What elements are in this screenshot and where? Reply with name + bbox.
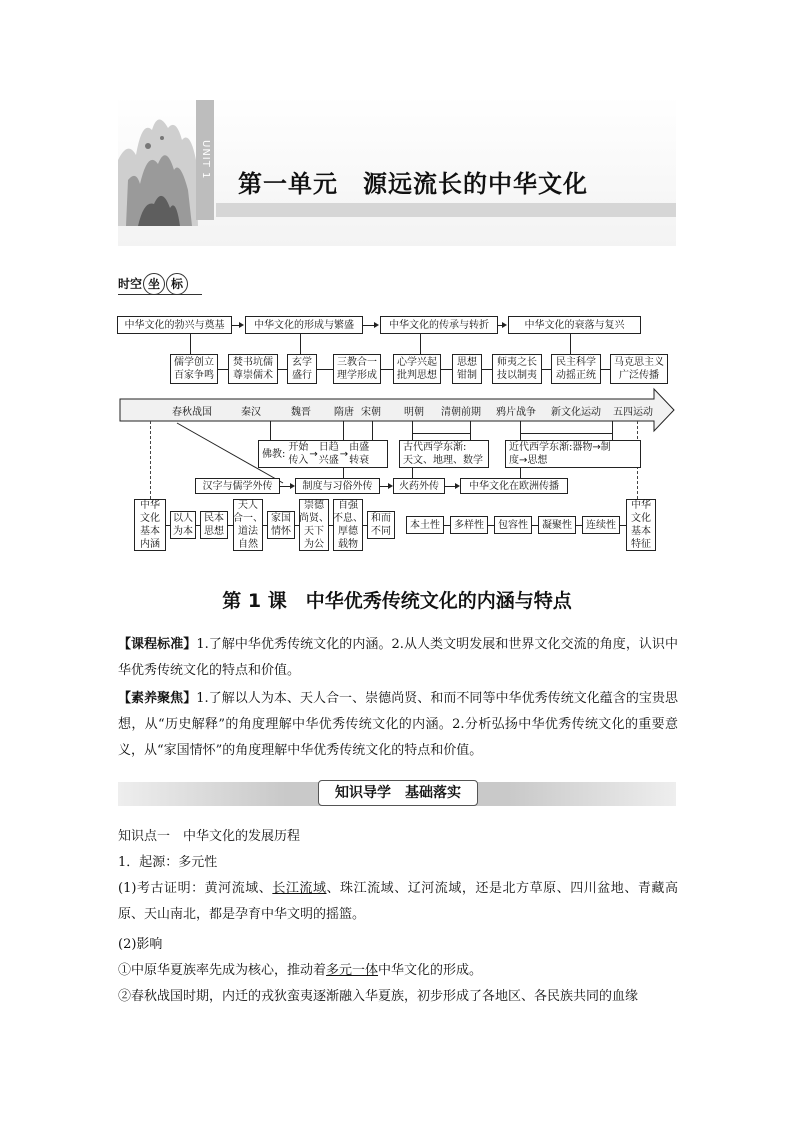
event-box: 民主科学 动摇正统 (551, 354, 601, 384)
feature-item-box: 凝聚性 (538, 516, 576, 534)
arrow-right-icon (290, 483, 295, 489)
event-box: 心学兴起 批判思想 (393, 354, 441, 384)
era-label: 秦汉 (241, 407, 261, 418)
event-box: 儒学创立 百家争鸣 (170, 354, 218, 384)
event-box: 师夷之长 技以制夷 (492, 354, 542, 384)
underlined-answer: 多元一体 (326, 963, 379, 978)
connotation-item-box: 以人 为本 (170, 511, 196, 539)
west-east-modern-box: 近代西学东渐:器物→制 度→思想 (505, 440, 641, 468)
spacetime-coordinate-label (118, 273, 188, 295)
buddhism-stage: 由盛 转衰 (349, 442, 370, 466)
knowledge-paragraph: (2)影响 (118, 937, 163, 952)
coord-label-circle: 标 (166, 273, 188, 295)
arrow-right-icon (388, 483, 393, 489)
connotation-title-box: 中华 文化 基本 内涵 (134, 499, 166, 551)
era-label: 隋唐 (334, 407, 354, 418)
stage-box: 中华文化的形成与繁盛 (245, 316, 363, 334)
coord-underline (118, 294, 202, 295)
underlined-answer: 长江流域 (272, 881, 327, 896)
unit-tag: UNIT 1 (196, 100, 214, 220)
buddhism-box (258, 440, 388, 468)
course-standard-text: 1.了解中华优秀传统文化的内涵。2.从人类文明发展和世界文化交流的角度，认识中华优秀传统文化的特点和价值。 (118, 637, 678, 678)
buddhism-stage: 开始 传入 (288, 442, 309, 466)
event-box: 马克思主义 广泛传播 (610, 354, 668, 384)
coord-label-text: 时空 (118, 277, 143, 291)
connotation-item-box: 和而 不同 (367, 511, 395, 539)
text-span: ①中原华夏族率先成为核心，推动着 (118, 963, 327, 978)
event-box: 焚书坑儒 尊崇儒术 (228, 354, 278, 384)
feature-item-box: 包容性 (494, 516, 532, 534)
event-box: 玄学 盛行 (287, 354, 317, 384)
arrow-right-icon (455, 483, 460, 489)
stage-box: 中华文化的勃兴与奠基 (117, 316, 232, 334)
knowledge-point-heading: 知识点一 中华文化的发展历程 (118, 829, 301, 844)
era-label: 宋朝 (361, 407, 381, 418)
feature-item-box: 连续性 (582, 516, 620, 534)
course-standard-label: 【课程标准】 (118, 637, 197, 652)
coord-label-circle: 坐 (143, 273, 165, 295)
knowledge-paragraph (118, 958, 678, 984)
literacy-focus-label: 【素养聚焦】 (118, 691, 197, 706)
connotation-item-box: 家国 情怀 (267, 511, 295, 539)
header-rule (216, 203, 676, 217)
spread-box: 汉字与儒学外传 (195, 478, 280, 494)
era-label: 春秋战国 (172, 407, 212, 418)
text-span: 、珠江流域、辽河流域，还是北方草原、四川盆地、青藏高原、天山南北，都是孕育中华文明的摇篮。 (118, 881, 678, 922)
connotation-item-box: 崇德 尚贤、 天下 为公 (299, 500, 329, 550)
literacy-focus (118, 686, 678, 764)
stage-box: 中华文化的衰落与复兴 (508, 316, 641, 334)
course-standard (118, 632, 678, 684)
lesson-title: 第 1 课 中华优秀传统文化的内涵与特点 (222, 590, 572, 612)
era-label: 明朝 (404, 407, 424, 418)
knowledge-paragraph (118, 876, 678, 928)
event-box: 思想 钳制 (452, 354, 482, 384)
arrow-right-icon (374, 322, 379, 328)
arrow-right-icon: → (309, 448, 318, 460)
event-box: 三教合一 理学形成 (333, 354, 381, 384)
knowledge-paragraph: ②春秋战国时期，内迁的戎狄蛮夷逐渐融入华夏族，初步形成了各地区、各民族共同的血缘 (118, 989, 639, 1004)
feature-item-box: 本土性 (406, 516, 444, 534)
spread-box: 中华文化在欧洲传播 (460, 478, 568, 494)
era-label: 新文化运动 (551, 407, 601, 418)
west-east-ancient-box: 古代西学东渐: 天文、地理、数学 (399, 440, 489, 468)
arrow-right-icon (239, 322, 244, 328)
knowledge-item: 1．起源：多元性 (118, 855, 218, 870)
spread-box: 火药外传 (393, 478, 445, 494)
connotation-item-box: 民本 思想 (200, 511, 228, 539)
stage-box: 中华文化的传承与转折 (380, 316, 498, 334)
feature-item-box: 多样性 (450, 516, 488, 534)
era-label: 魏晋 (291, 407, 311, 418)
arrow-right-icon (502, 322, 507, 328)
buddhism-stage: 日趋 兴盛 (318, 442, 339, 466)
era-label: 五四运动 (613, 407, 653, 418)
text-span: 中华文化的形成。 (378, 963, 483, 978)
spread-box: 制度与习俗外传 (295, 478, 380, 494)
arrow-right-icon: → (339, 448, 349, 460)
text-span: (1)考古证明：黄河流域、 (118, 881, 273, 896)
connotation-item-box: 天人 合一、 道法 自然 (233, 500, 263, 550)
unit-title: 第一单元 源远流长的中华文化 (238, 170, 588, 198)
era-label: 清朝前期 (441, 407, 481, 418)
connotation-item-box: 自强 不息、 厚德 载物 (333, 500, 363, 550)
era-label: 鸦片战争 (496, 407, 536, 418)
features-title-box: 中华 文化 基本 特征 (626, 499, 656, 551)
buddhism-label: 佛教: (262, 448, 286, 460)
section-band-label: 知识导学 基础落实 (318, 780, 478, 806)
literacy-focus-text: 1.了解以人为本、天人合一、崇德尚贤、和而不同等中华优秀传统文化蕴含的宝贵思想，从“历史解释”的角度理解中华优秀传统文化的内涵。2.分析弘扬中华优秀传统文化的重要意义，从“家国情怀”的角度理解中华优秀传统文化的特点和价值。 (118, 691, 678, 758)
